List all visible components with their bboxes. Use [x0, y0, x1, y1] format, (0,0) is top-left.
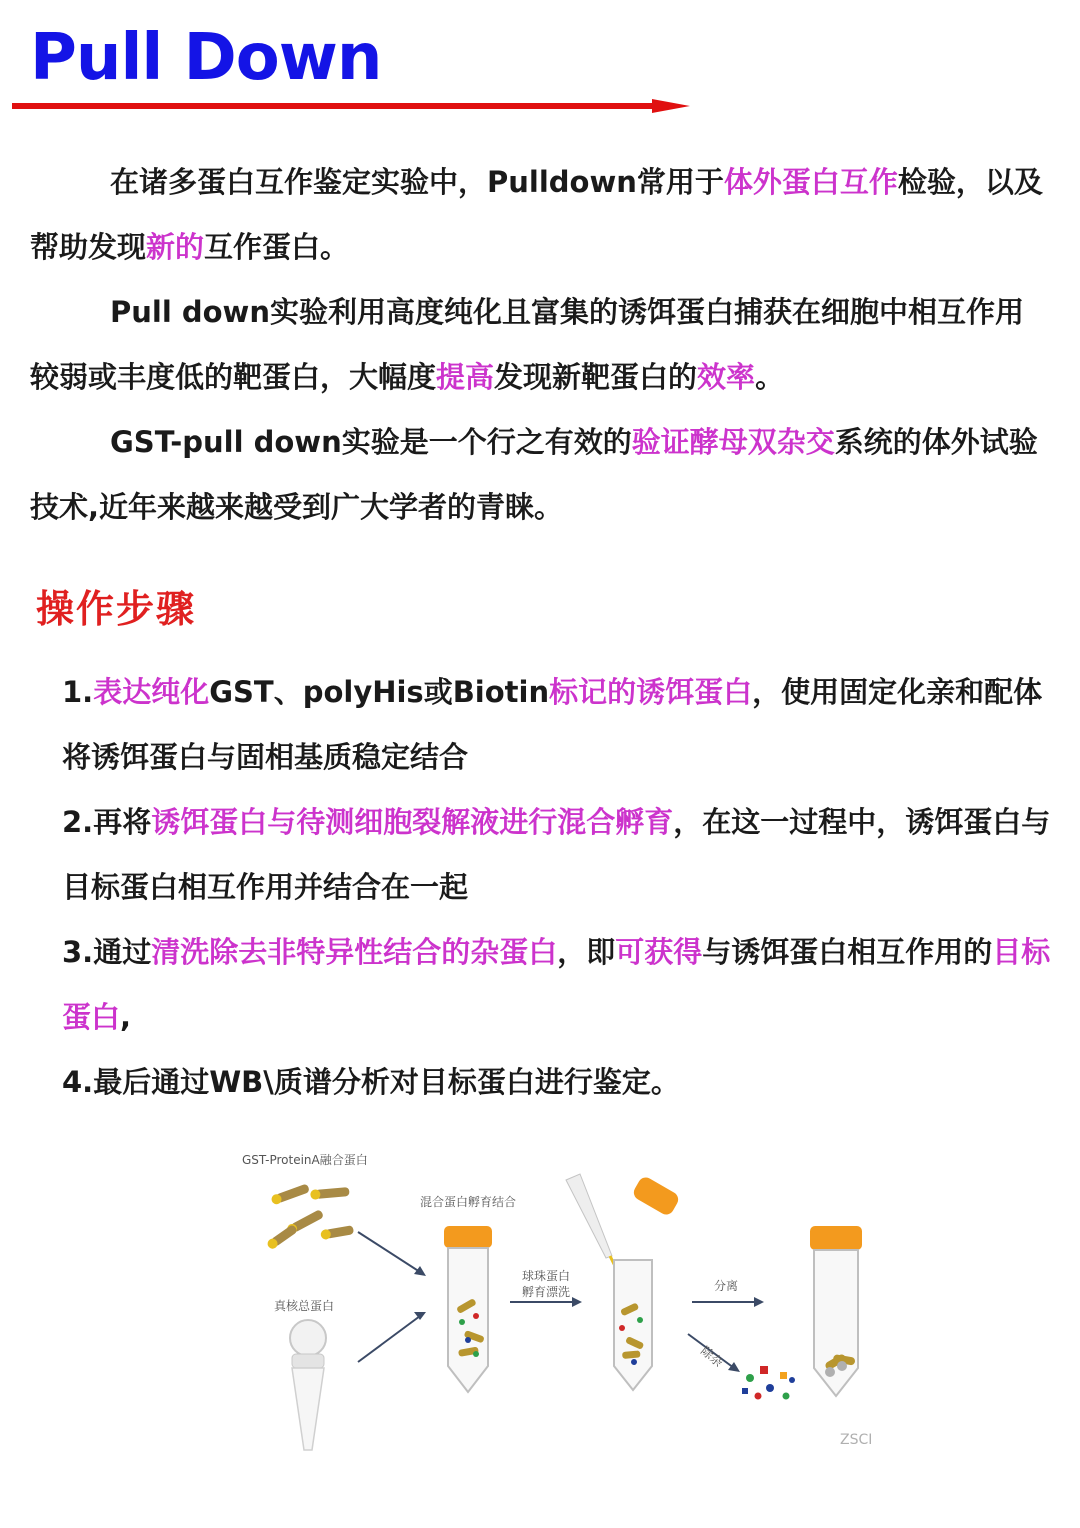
step-item-4: [62, 1050, 1052, 1115]
label-mix-incubate: 混合蛋白孵育结合: [420, 1195, 517, 1209]
body-text: 2.再将: [62, 805, 152, 839]
highlight-text: 清洗除去非特异性结合的杂蛋白: [151, 935, 558, 969]
intro-paragraph-3: [30, 410, 1052, 540]
fusion-protein-rods: [266, 1183, 355, 1251]
body-text: GST-pull down实验是一个行之有效的: [110, 425, 632, 459]
label-remove-impurities: 除杂: [698, 1343, 726, 1370]
highlight-text: 验证酵母双杂交: [631, 425, 835, 459]
body-text: 发现新靶蛋白的: [494, 360, 698, 394]
body-text: 系统的体外试验技术,近年来越来越受到广大学者的青睐。: [30, 425, 1038, 524]
label-incubate-wash: 孵育漂洗: [522, 1285, 571, 1299]
pipette-icon: [566, 1174, 618, 1272]
intro-paragraph-2: [30, 280, 1052, 410]
title-underline-arrow: [12, 98, 692, 114]
body-text: 1.: [62, 675, 94, 709]
label-beads-protein: 球珠蛋白: [522, 1269, 571, 1283]
highlight-text: 效率: [697, 360, 756, 394]
label-total-protein: 真核总蛋白: [274, 1299, 335, 1313]
intro-paragraph-1: [30, 150, 1052, 280]
section-title-steps: 操作步骤: [36, 587, 197, 631]
body-text: ，即: [557, 935, 616, 969]
highlight-text: 体外蛋白互作: [723, 165, 898, 199]
body-text: ,: [120, 1000, 132, 1034]
body-text: ，在这一过程中，诱饵蛋白与目标蛋白相互作用并结合在一起: [62, 805, 1051, 904]
page-title: Pull Down: [30, 21, 382, 95]
body-text: 3.通过: [62, 935, 152, 969]
highlight-text: 提高: [436, 360, 495, 394]
impurity-particles: [742, 1366, 795, 1400]
tube-2: [614, 1260, 652, 1390]
label-separate: 分离: [714, 1279, 739, 1293]
watermark-text: ZSCI: [840, 1432, 873, 1448]
highlight-text: 新的: [146, 230, 205, 264]
step-item-2: [62, 790, 1052, 920]
body-text: 互作蛋白。: [204, 230, 350, 264]
body-text: GST、polyHis或Biotin: [209, 675, 550, 709]
pulldown-workflow-figure: [230, 1140, 890, 1480]
body-text: ，使用固定化亲和配体将诱饵蛋白与固相基质稳定结合: [62, 675, 1043, 774]
body-text: 。: [755, 360, 785, 394]
tube-3: [810, 1226, 862, 1396]
highlight-text: 可获得: [615, 935, 703, 969]
loose-cap-icon: [631, 1175, 681, 1218]
steps-list: [62, 660, 1052, 1115]
dropper-tube-icon: [290, 1320, 326, 1450]
highlight-text: 表达纯化: [93, 675, 210, 709]
step-item-3: [62, 920, 1052, 1050]
body-text: Pull down实验利用高度纯化且富集的诱饵蛋白捕获在细胞中相互作用较弱或丰度低的靶蛋白，大幅度: [30, 295, 1024, 394]
body-text: 与诱饵蛋白相互作用的: [702, 935, 993, 969]
body-text: 检验，以及帮助发现: [30, 165, 1043, 264]
label-fusion-protein: GST-ProteinA融合蛋白: [242, 1153, 368, 1167]
body-text: 4.最后通过WB\质谱分析对目标蛋白进行鉴定。: [62, 1065, 680, 1099]
highlight-text: 诱饵蛋白与待测细胞裂解液进行混合孵育: [151, 805, 674, 839]
body-text: 在诸多蛋白互作鉴定实验中，Pulldown常用于: [110, 165, 724, 199]
step-item-1: [62, 660, 1052, 790]
highlight-text: 标记的诱饵蛋白: [549, 675, 753, 709]
highlight-text: 目标蛋白: [62, 935, 1051, 1034]
tube-1: [444, 1226, 492, 1392]
